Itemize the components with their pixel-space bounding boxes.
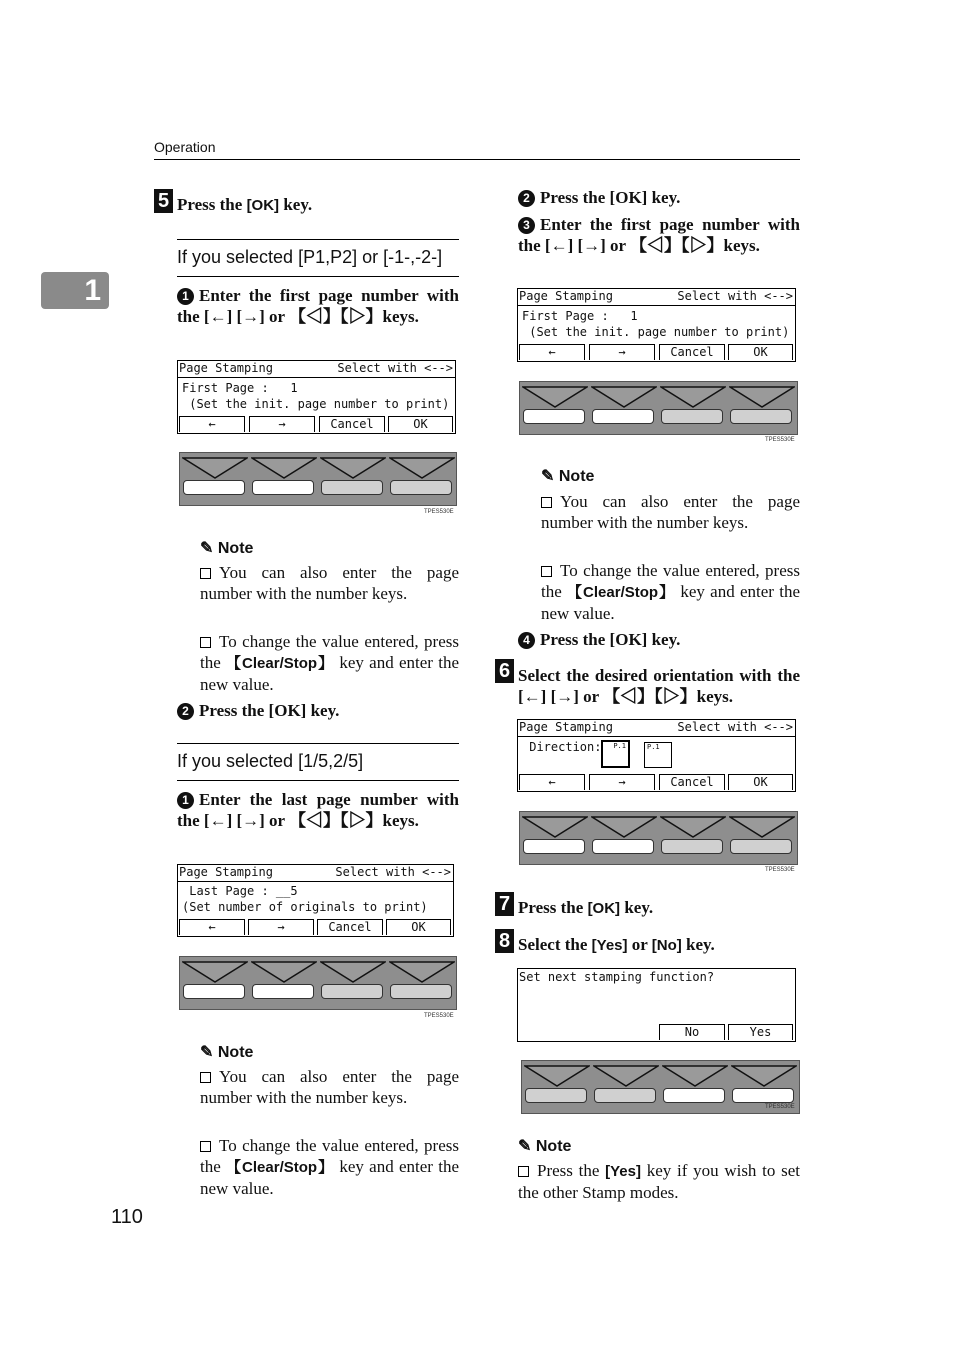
substep-number: 2 bbox=[177, 703, 194, 720]
key-triangle-icon bbox=[320, 961, 386, 983]
note-item bbox=[541, 491, 800, 533]
right-arrow-button[interactable]: → bbox=[249, 416, 315, 432]
key-triangle-icon bbox=[251, 457, 317, 479]
key-triangle-icon bbox=[389, 961, 455, 983]
substep-number: 1 bbox=[177, 792, 194, 809]
panel-key bbox=[252, 480, 314, 495]
panel-key bbox=[321, 480, 383, 495]
note-text: key and enter the new value. bbox=[200, 1157, 459, 1198]
step-number: 8 bbox=[495, 929, 514, 953]
substep-text: Press the [OK] key. bbox=[540, 630, 681, 649]
key-triangle-icon bbox=[729, 816, 795, 838]
lcd-screen bbox=[517, 719, 796, 792]
left-arrow-button[interactable]: ← bbox=[519, 774, 585, 790]
checkbox-icon bbox=[541, 497, 552, 508]
note-heading bbox=[518, 1136, 571, 1156]
key-triangle-icon bbox=[593, 1065, 659, 1087]
key-triangle-icon bbox=[320, 457, 386, 479]
step-8-text bbox=[518, 935, 715, 955]
ok-button[interactable]: OK bbox=[728, 344, 793, 360]
lcd-title: Page Stamping bbox=[179, 865, 273, 879]
ok-key: [OK] bbox=[587, 900, 621, 917]
key-triangle-icon bbox=[182, 457, 248, 479]
step-text-post: key. bbox=[620, 898, 654, 917]
chapter-tab: 1 bbox=[41, 272, 109, 309]
panel-key bbox=[321, 984, 383, 999]
substep-text: Press the [OK] key. bbox=[199, 701, 340, 720]
pencil-icon: ✎ bbox=[518, 1138, 532, 1155]
lcd-line: Last Page : __5 bbox=[182, 884, 298, 898]
portrait-orientation-icon[interactable] bbox=[601, 740, 630, 768]
cancel-button[interactable]: Cancel bbox=[659, 774, 725, 790]
note-item bbox=[200, 631, 459, 695]
yes-key: [Yes] bbox=[605, 1163, 641, 1180]
substep-number: 2 bbox=[518, 190, 535, 207]
key-triangle-icon bbox=[182, 961, 248, 983]
key-triangle-icon bbox=[251, 961, 317, 983]
ok-button[interactable]: OK bbox=[728, 774, 793, 790]
no-button[interactable]: No bbox=[659, 1024, 725, 1040]
lcd-line: (Set the init. page number to print) bbox=[522, 325, 790, 339]
panel-key bbox=[183, 480, 245, 495]
step-text-pre: Select the bbox=[518, 935, 592, 954]
no-key: [No] bbox=[651, 937, 682, 954]
key-triangle-icon bbox=[522, 816, 588, 838]
checkbox-icon bbox=[200, 1072, 211, 1083]
lcd-screen bbox=[517, 288, 796, 362]
key-triangle-icon bbox=[729, 386, 795, 408]
substep bbox=[518, 629, 680, 650]
substep bbox=[177, 789, 459, 831]
yes-key: [Yes] bbox=[591, 937, 628, 954]
note-heading bbox=[200, 1042, 253, 1062]
panel-key bbox=[732, 1088, 794, 1103]
section-heading: If you selected [P1,P2] or [-1-,-2-] bbox=[177, 239, 459, 277]
key-triangle-icon bbox=[591, 386, 657, 408]
step-6-text: Select the desired orientation with the [←] [→] or 【◁】【▷】keys. bbox=[518, 666, 800, 706]
substep-number: 1 bbox=[177, 288, 194, 305]
cancel-button[interactable]: Cancel bbox=[317, 919, 383, 935]
step-number: 5 bbox=[154, 189, 173, 213]
running-header: Operation bbox=[154, 139, 216, 155]
substep-number: 3 bbox=[518, 217, 535, 234]
left-arrow-button[interactable]: ← bbox=[179, 416, 245, 432]
ok-key: [OK] bbox=[246, 197, 280, 214]
step-5-text bbox=[177, 195, 312, 215]
step-number: 7 bbox=[495, 892, 514, 916]
note-item bbox=[200, 1066, 459, 1108]
left-arrow-button[interactable]: ← bbox=[519, 344, 585, 360]
right-arrow-button[interactable]: → bbox=[589, 774, 655, 790]
orientation-label: P.1 bbox=[647, 743, 660, 751]
pencil-icon: ✎ bbox=[200, 1044, 214, 1061]
panel-key bbox=[730, 409, 792, 424]
right-arrow-button[interactable]: → bbox=[589, 344, 655, 360]
substep bbox=[177, 285, 459, 327]
cancel-button[interactable]: Cancel bbox=[659, 344, 725, 360]
pencil-icon: ✎ bbox=[541, 468, 555, 485]
panel-key bbox=[525, 1088, 587, 1103]
step-text-pre: Press the bbox=[177, 195, 247, 214]
lcd-title: Page Stamping bbox=[519, 289, 613, 303]
lcd-hint: Select with <--> bbox=[677, 720, 793, 734]
cancel-button[interactable]: Cancel bbox=[319, 416, 385, 432]
note-label: Note bbox=[535, 1138, 572, 1155]
ok-button[interactable]: OK bbox=[388, 416, 453, 432]
panel-key bbox=[390, 480, 452, 495]
note-text: To change the value entered, press the bbox=[541, 561, 800, 601]
note-text: You can also enter the page number with the number keys. bbox=[541, 492, 800, 532]
checkbox-icon bbox=[200, 568, 211, 579]
substep bbox=[177, 700, 339, 721]
substep-number: 4 bbox=[518, 632, 535, 649]
lcd-hint: Select with <--> bbox=[677, 289, 793, 303]
figure-code: TPES530E bbox=[424, 1013, 454, 1019]
step-text-post: key. bbox=[279, 195, 313, 214]
panel-key bbox=[661, 409, 723, 424]
lcd-hint: Select with <--> bbox=[335, 865, 451, 879]
lcd-title: Page Stamping bbox=[519, 720, 613, 734]
key-triangle-icon bbox=[662, 1065, 728, 1087]
control-panel-keys bbox=[179, 956, 457, 1010]
key-triangle-icon bbox=[522, 386, 588, 408]
note-heading bbox=[200, 538, 253, 558]
panel-key bbox=[592, 839, 654, 854]
figure-code: TPES530E bbox=[765, 1104, 795, 1110]
substep-text: Enter the first page number with the [←] [→] or 【◁】【▷】keys. bbox=[518, 215, 800, 255]
substep-text: Enter the last page number with the [←] [→] or 【◁】【▷】keys. bbox=[177, 790, 459, 830]
step-text-pre: Press the bbox=[518, 898, 588, 917]
lcd-line: First Page : 1 bbox=[522, 309, 638, 323]
header-rule bbox=[154, 159, 800, 160]
note-text: Press the bbox=[537, 1161, 606, 1180]
lcd-line: (Set the init. page number to print) bbox=[182, 397, 450, 411]
orientation-label: P.1 bbox=[613, 742, 626, 750]
clear-stop-key: 【Clear/Stop】 bbox=[226, 1159, 335, 1176]
control-panel-keys bbox=[519, 381, 798, 435]
key-triangle-icon bbox=[591, 816, 657, 838]
lcd-screen bbox=[177, 864, 454, 937]
control-panel-keys bbox=[179, 452, 457, 506]
step-text-post: key. bbox=[681, 935, 715, 954]
control-panel-keys bbox=[521, 1060, 800, 1114]
landscape-orientation-icon[interactable] bbox=[644, 742, 672, 768]
ok-button[interactable]: OK bbox=[386, 919, 451, 935]
figure-code: TPES530E bbox=[424, 509, 454, 515]
panel-key bbox=[523, 409, 585, 424]
note-item bbox=[518, 1160, 800, 1203]
clear-stop-key: 【Clear/Stop】 bbox=[226, 655, 335, 672]
yes-button[interactable]: Yes bbox=[728, 1024, 793, 1040]
note-text: key and enter the new value. bbox=[200, 653, 459, 694]
note-item bbox=[200, 562, 459, 604]
note-text: key and enter the new value. bbox=[541, 582, 800, 623]
checkbox-icon bbox=[200, 1141, 211, 1152]
panel-key bbox=[663, 1088, 725, 1103]
key-triangle-icon bbox=[660, 386, 726, 408]
panel-key bbox=[661, 839, 723, 854]
step-text-mid: or bbox=[627, 935, 652, 954]
note-text: To change the value entered, press the bbox=[200, 1136, 459, 1176]
lcd-line: Set next stamping function? bbox=[519, 970, 715, 984]
lcd-title: Page Stamping bbox=[179, 361, 273, 375]
lcd-screen bbox=[177, 360, 456, 434]
note-text: You can also enter the page number with the number keys. bbox=[200, 563, 459, 603]
note-text: key if you wish to set the other Stamp modes. bbox=[518, 1161, 800, 1202]
note-text: You can also enter the page number with the number keys. bbox=[200, 1067, 459, 1107]
lcd-line: (Set number of originals to print) bbox=[182, 900, 428, 914]
note-label: Note bbox=[217, 1044, 254, 1061]
substep bbox=[518, 214, 800, 256]
checkbox-icon bbox=[541, 566, 552, 577]
lcd-screen bbox=[517, 968, 796, 1042]
key-triangle-icon bbox=[660, 816, 726, 838]
section-heading: If you selected [1/5,2/5] bbox=[177, 743, 459, 781]
substep bbox=[518, 187, 680, 208]
note-item bbox=[541, 560, 800, 624]
panel-key bbox=[730, 839, 792, 854]
panel-key bbox=[390, 984, 452, 999]
note-label: Note bbox=[217, 540, 254, 557]
lcd-line: First Page : 1 bbox=[182, 381, 298, 395]
figure-code: TPES530E bbox=[765, 437, 795, 443]
checkbox-icon bbox=[200, 637, 211, 648]
panel-key bbox=[592, 409, 654, 424]
key-triangle-icon bbox=[524, 1065, 590, 1087]
clear-stop-key: 【Clear/Stop】 bbox=[567, 584, 676, 601]
lcd-hint: Select with <--> bbox=[337, 361, 453, 375]
left-arrow-button[interactable]: ← bbox=[179, 919, 245, 935]
panel-key bbox=[183, 984, 245, 999]
note-label: Note bbox=[558, 468, 595, 485]
figure-code: TPES530E bbox=[765, 867, 795, 873]
step-number: 6 bbox=[495, 659, 514, 683]
note-item bbox=[200, 1135, 459, 1199]
substep-text: Press the [OK] key. bbox=[540, 188, 681, 207]
step-7-text bbox=[518, 898, 653, 918]
panel-key bbox=[523, 839, 585, 854]
note-heading bbox=[541, 466, 594, 486]
key-triangle-icon bbox=[731, 1065, 797, 1087]
right-arrow-button[interactable]: → bbox=[248, 919, 314, 935]
note-text: To change the value entered, press the bbox=[200, 632, 459, 672]
panel-key bbox=[594, 1088, 656, 1103]
substep-text: Enter the first page number with the [←] [→] or 【◁】【▷】keys. bbox=[177, 286, 459, 326]
panel-key bbox=[252, 984, 314, 999]
lcd-line: Direction: bbox=[522, 740, 602, 754]
key-triangle-icon bbox=[389, 457, 455, 479]
control-panel-keys bbox=[519, 811, 798, 865]
page-number: 110 bbox=[111, 1206, 143, 1228]
pencil-icon: ✎ bbox=[200, 540, 214, 557]
checkbox-icon bbox=[518, 1166, 529, 1177]
